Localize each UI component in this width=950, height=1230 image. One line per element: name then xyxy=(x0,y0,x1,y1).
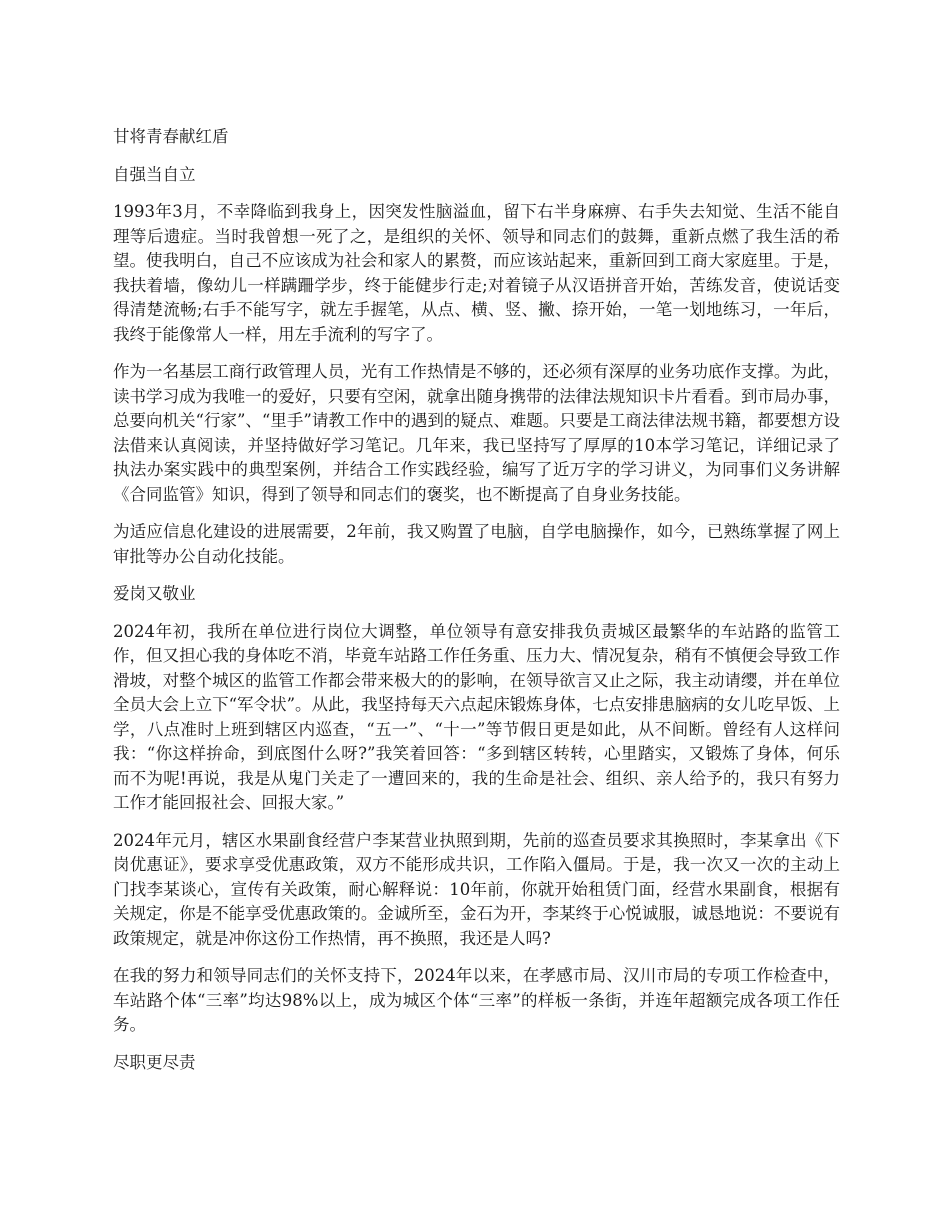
section-heading-dedication: 爱岗又敬业 xyxy=(113,584,196,603)
paragraph-1: 1993年3月，不幸降临到我身上，因突发性脑溢血，留下右半身麻痹、右手失去知觉、生活不能自理等后遗症。当时我曾想一死了之，是组织的关怀、领导和同志们的鼓舞，重新点燃了我生活的希望。使我明白，自己不应该成为社会和家人的累赘，而应该站起来，重新回到工商大家庭里。于是，我扶着墙，像幼儿一样蹒跚学步，终于能健步行走;对着镜子从汉语拼音开始，苦练发音，使说话变得清楚流畅;右手不能写字，就左手握笔，从点、横、竖、撇、捺开始，一笔一划地练习，一年后，我终于能像常人一样，用左手流利的写字了。 xyxy=(113,202,840,344)
paragraph-6: 在我的努力和领导同志们的关怀支持下，2024年以来，在孝感市局、汉川市局的专项工作检查中，车站路个体“三率”均达98%以上，成为城区个体“三率”的样板一条街，并连年超额完成各项工作任务。 xyxy=(113,966,840,1034)
paragraph-4: 2024年初，我所在单位进行岗位大调整，单位领导有意安排我负责城区最繁华的车站路的监管工作，但又担心我的身体吃不消，毕竟车站路工作任务重、压力大、情况复杂，稍有不慎便会导致工作滑坡，对整个城区的监管工作都会带来极大的的影响，在领导欲言又止之际，我主动请缨，并在单位全员大会上立下“军令状”。从此，我坚持每天六点起床锻炼身体，七点安排患脑病的女儿吃早饭、上学，八点准时上班到辖区内巡查，“五一”、“十一”等节假日更是如此，从不间断。曾经有人这样问我：“你这样拚命，到底图什么呀?”我笑着回答：“多到辖区转转，心里踏实，又锻炼了身体，何乐而不为呢!再说，我是从鬼门关走了一遭回来的，我的生命是社会、组织、亲人给予的，我只有努力工作才能回报社会、回报大家。” xyxy=(113,621,840,812)
section-heading-self-reliance: 自强当自立 xyxy=(113,164,196,184)
document-page xyxy=(113,125,840,1088)
paragraph-3: 为适应信息化建设的进展需要，2年前，我又购置了电脑，自学电脑操作，如今，已熟练掌握了网上审批等办公自动化技能。 xyxy=(113,522,840,566)
document-title: 甘将青春献红盾 xyxy=(113,127,229,146)
section-heading-responsibility: 尽职更尽责 xyxy=(113,1052,196,1072)
paragraph-2: 作为一名基层工商行政管理人员，光有工作热情是不够的，还必须有深厚的业务功底作支撑。为此，读书学习成为我唯一的爱好，只要有空闲，就拿出随身携带的法律法规知识卡片看看。到市局办事，总要向机关“行家”、“里手”请教工作中的遇到的疑点、难题。只要是工商法律法规书籍，都要想方设法借来认真阅读，并坚持做好学习笔记。几年来，我已坚持写了厚厚的10本学习笔记，详细记录了执法办案实践中的典型案例，并结合工作实践经验，编写了近万字的学习讲义，为同事们义务讲解《合同监管》知识，得到了领导和同志们的褒奖，也不断提高了自身业务技能。 xyxy=(113,362,840,504)
paragraph-5: 2024年元月，辖区水果副食经营户李某营业执照到期，先前的巡查员要求其换照时，李某拿出《下岗优惠证》，要求享受优惠政策，双方不能形成共识，工作陷入僵局。于是，我一次又一次的主动上门找李某谈心，宣传有关政策，耐心解释说：10年前，你就开始租赁门面，经营水果副食，根据有关规定，你是不能享受优惠政策的。金诚所至，金石为开，李某终于心悦诚服，诚恳地说：不要说有政策规定，就是冲你这份工作热情，再不换照，我还是人吗? xyxy=(113,830,840,948)
